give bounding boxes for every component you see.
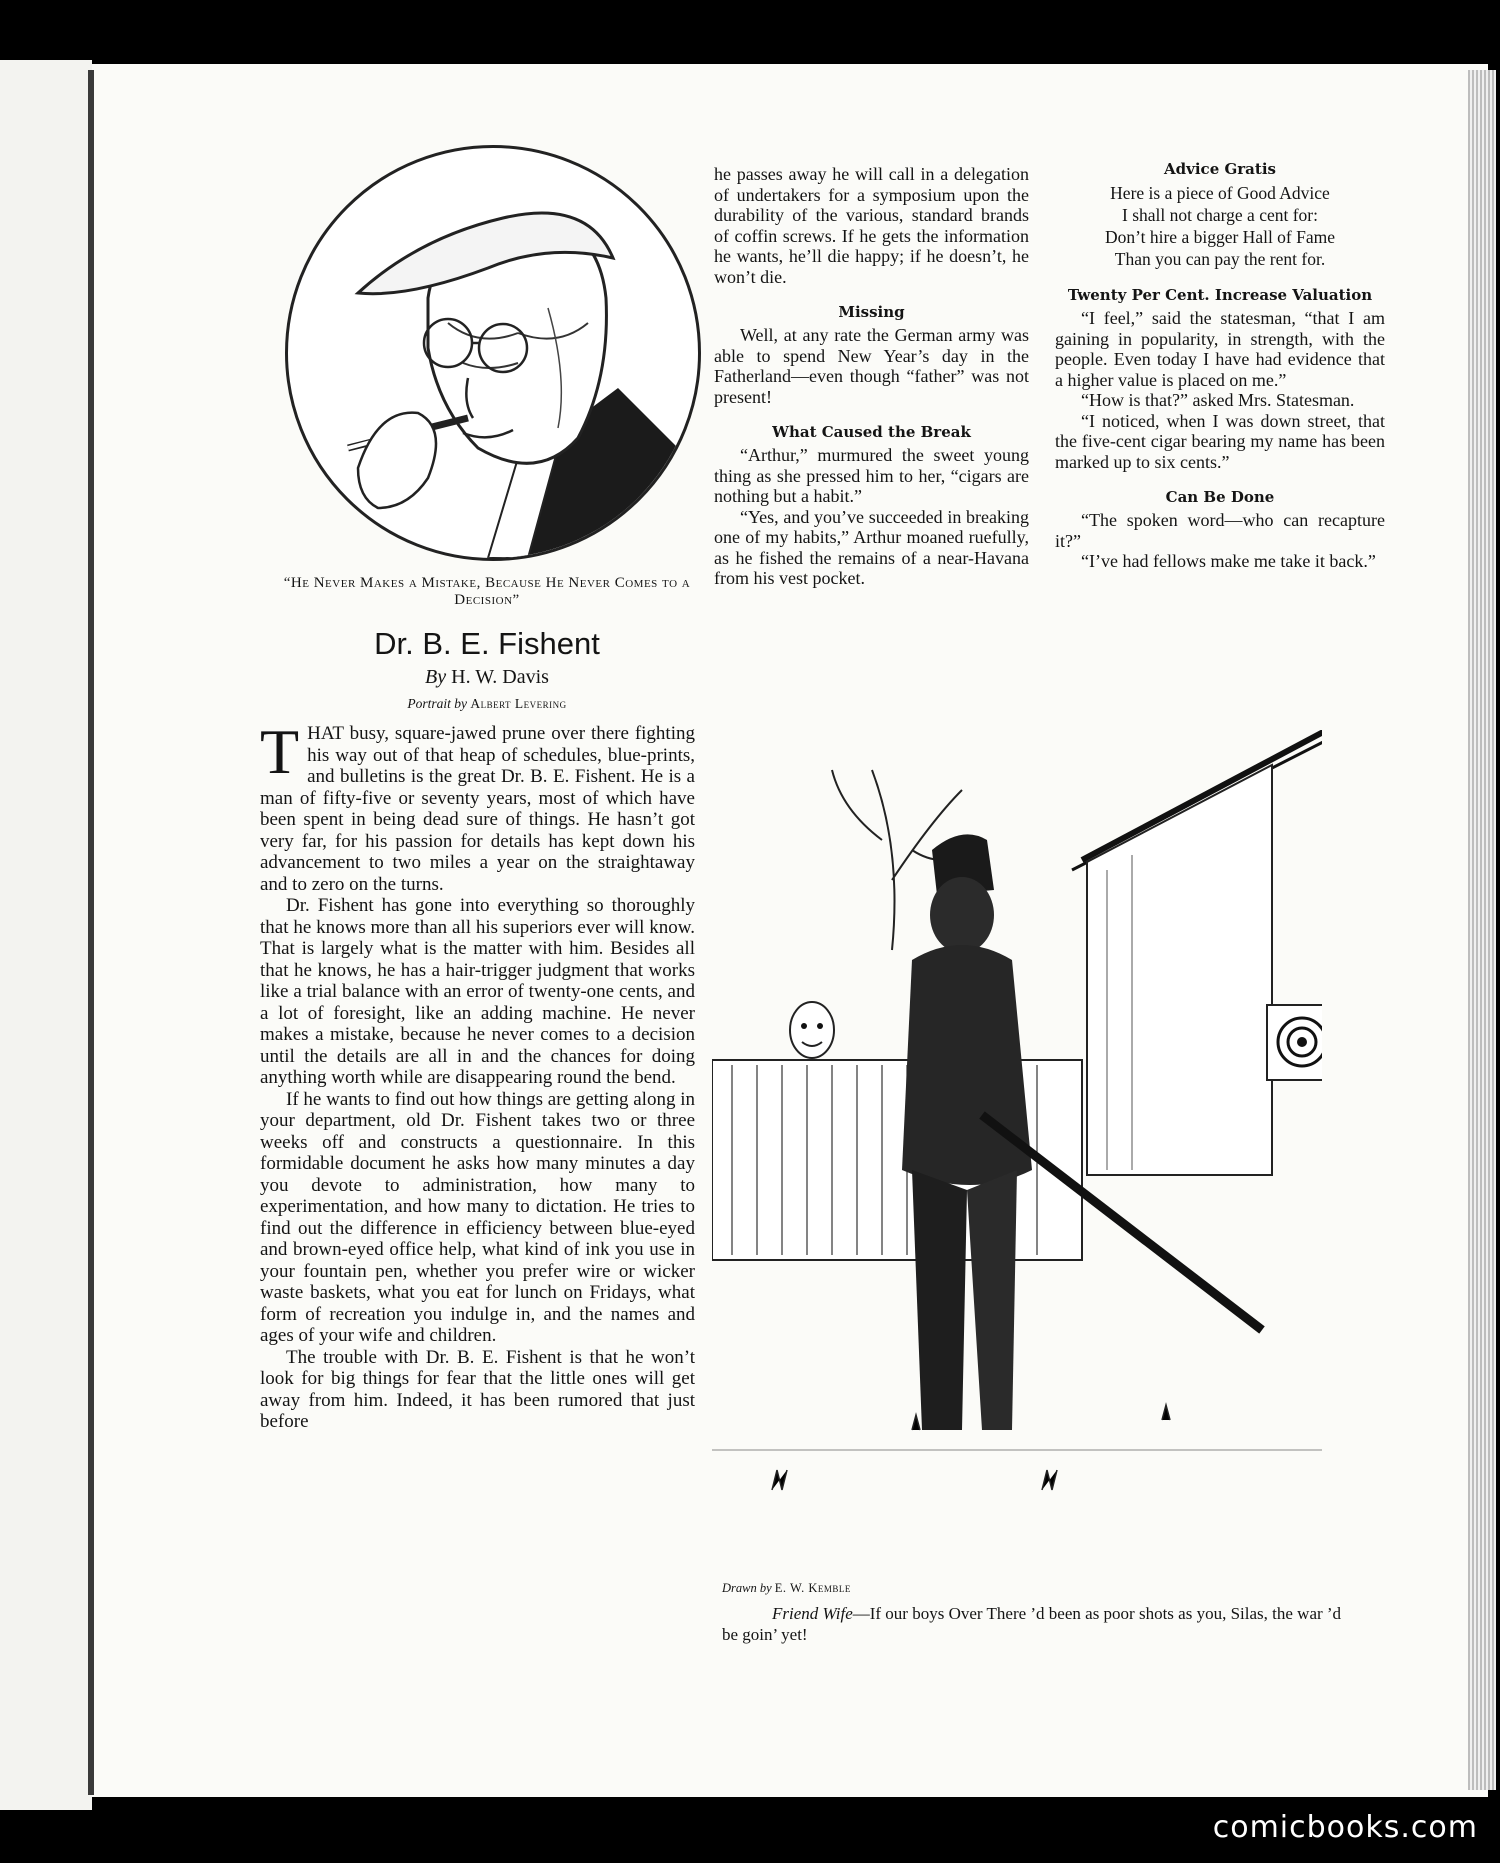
poem-line: Don’t hire a bigger Hall of Fame: [1104, 227, 1336, 247]
article-paragraph: Dr. Fishent has gone into everything so thoroughly that he knows more than all his superiors ever will know. That is largely what is the matter with him. Besides all that he knows, he has a hair-trigger judgment that works like a trial balance with an error of twenty-one cents, and a lot of foresight, like an adding machine. He never makes a mistake, because he never comes to a decision until the details are all in and the chances for doing anything worth while are disappearing round the bend.: [260, 895, 695, 1088]
canbedone-paragraph: “I’ve had fellows make me take it back.”: [1081, 551, 1376, 571]
cartoon-credit: [722, 1581, 851, 1596]
article-paragraph: [260, 716, 695, 895]
twenty-paragraph: “How is that?” asked Mrs. Statesman.: [1081, 390, 1355, 410]
page-stack-edge: [1468, 70, 1496, 1790]
paragraph-text: HAT busy, square-jawed prune over there fighting his way out of that heap of schedules, blue-prints, and bulletins is the great Dr. B. E. Fishent. He is a man of fifty-five or seventy years, most of which have been spent in being dead sure of things. He hasn’t got very far, for his passion for details has kept down his advancement to two miles a year on the straightaway and to zero on the turns.: [260, 723, 695, 895]
advice-poem: [1055, 182, 1385, 270]
article-byline: [262, 666, 712, 689]
hunter-cartoon-drawing: [712, 730, 1322, 1568]
caricature-drawing: [288, 148, 698, 558]
drawn-by-name: E. W. Kemble: [774, 1581, 851, 1595]
drop-cap: T: [260, 716, 300, 787]
drawn-by-prefix: Drawn by: [722, 1581, 772, 1595]
page-gutter: [88, 70, 94, 1795]
byline-prefix: By: [425, 666, 447, 688]
article-title: Dr. B. E. Fishent: [374, 626, 600, 661]
portrait-caption: “He Never Makes a Mistake, Because He Never Comes to a Decision”: [283, 575, 691, 608]
break-paragraph: “Arthur,” murmured the sweet young thing as she pressed him to her, “cigars are nothing but a habit.”: [714, 445, 1029, 506]
missing-heading: Missing: [838, 303, 905, 321]
canbedone-heading: Can Be Done: [1165, 488, 1275, 506]
byline-author: H. W. Davis: [451, 666, 549, 688]
portrait-credit-name: Albert Levering: [470, 696, 567, 711]
portrait-credit: [262, 696, 712, 712]
caption-speaker: Friend Wife: [772, 1604, 853, 1623]
twenty-paragraph: “I feel,” said the statesman, “that I am gaining in popularity, in strength, with the people. Even today I have had evidence that a higher value is placed on me.”: [1055, 308, 1385, 390]
portrait-credit-prefix: Portrait by: [407, 696, 467, 711]
article-paragraph: If he wants to find out how things are getting along in your department, old Dr. Fishent takes two or three weeks off and constructs a questionnaire. In this formidable document he asks how many minutes a day you devote to administration, how many to experimentation, and how many to dictation. He tries to find out the difference in efficiency between blue-eyed and brown-eyed office help, what kind of ink you use in your fountain pen, whether you prefer wire or wicker waste baskets, what you eat for lunch on Fridays, what form of recreation you indulge in, and the names and ages of your wife and children.: [260, 1088, 695, 1346]
column-three: [1055, 156, 1385, 572]
article-continuation: he passes away he will call in a delegation of undertakers for a symposium upon the durability of the various, standard brands of coffin screws. If he gets the information he wants, he’ll die happy; if he doesn’t, he won’t die.: [714, 164, 1029, 287]
portrait-illustration: [285, 145, 701, 561]
poem-line: Than you can pay the rent for.: [1114, 249, 1326, 269]
poem-line: Here is a piece of Good Advice: [1110, 183, 1330, 203]
watermark: comicbooks.com: [1212, 1810, 1478, 1845]
canbedone-paragraph: “The spoken word—who can recapture it?”: [1055, 510, 1385, 551]
cartoon-illustration: [712, 730, 1322, 1568]
advice-heading: Advice Gratis: [1164, 160, 1276, 178]
twenty-paragraph: “I noticed, when I was down street, that the five-cent cigar bearing my name has been marked up to six cents.”: [1055, 410, 1385, 472]
break-paragraph: “Yes, and you’ve succeeded in breaking one of my habits,” Arthur moaned ruefully, as he fished the remains of a near-Havana from his vest pocket.: [714, 506, 1029, 588]
cartoon-caption: [722, 1603, 1342, 1645]
twenty-heading: Twenty Per Cent. Increase Valuation: [1067, 286, 1373, 304]
article-body: [260, 716, 695, 1433]
caption-text: —If our boys Over There ’d been as poor shots as you, Silas, the war ’d be goin’ yet!: [722, 1604, 1342, 1644]
column-two: [714, 164, 1029, 589]
article-paragraph: The trouble with Dr. B. E. Fishent is that he won’t look for big things for fear that the little ones will get away from him. Indeed, it has been rumored that just before: [260, 1346, 695, 1432]
break-heading: What Caused the Break: [772, 423, 971, 441]
poem-line: I shall not charge a cent for:: [1122, 205, 1318, 225]
missing-text: Well, at any rate the German army was able to spend New Year’s day in the Fatherland—even though “father” was not present!: [714, 325, 1029, 407]
facing-page-edge: [0, 60, 92, 1810]
